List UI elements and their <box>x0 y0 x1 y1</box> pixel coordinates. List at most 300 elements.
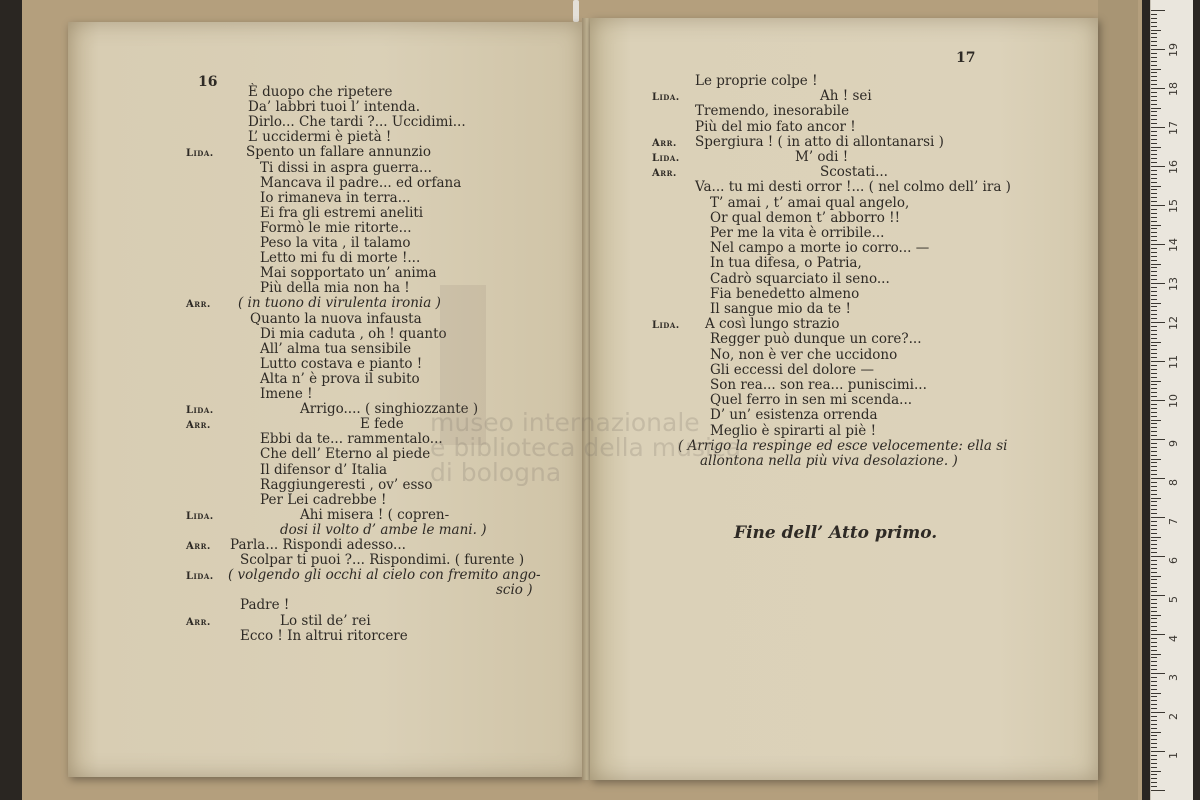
ruler-tick <box>1151 743 1157 744</box>
ruler-number: 12 <box>1167 316 1180 330</box>
ruler-tick <box>1151 771 1161 772</box>
ruler-tick <box>1151 295 1157 296</box>
ruler-tick <box>1151 174 1157 175</box>
ruler-tick <box>1151 271 1157 272</box>
ruler-tick <box>1151 790 1165 791</box>
verse-line: Formò le mie ritorte... <box>260 219 412 236</box>
ruler-tick <box>1151 10 1165 11</box>
ruler-tick <box>1151 377 1157 378</box>
verse-line: Il sangue mio da te ! <box>710 301 851 317</box>
verse-line: Scolpar ti puoi ?... Rispondimi. ( furente ) <box>240 552 525 569</box>
ruler-tick <box>1151 72 1157 73</box>
ruler-tick <box>1151 330 1157 331</box>
ruler-tick <box>1151 84 1157 85</box>
ruler-tick <box>1151 61 1157 62</box>
ruler-tick <box>1151 143 1157 144</box>
backing-board-edge <box>1098 0 1138 800</box>
ruler-tick <box>1151 392 1157 393</box>
ruler-tick <box>1151 182 1157 183</box>
ruler-tick <box>1151 26 1157 27</box>
ruler-tick <box>1151 256 1157 257</box>
ruler-tick <box>1151 22 1157 23</box>
ruler-tick <box>1151 642 1157 643</box>
ruler-tick <box>1151 451 1157 452</box>
ruler-tick <box>1151 111 1157 112</box>
ruler-tick <box>1151 201 1157 202</box>
ruler-tick <box>1151 669 1157 670</box>
speaker-label: Arr. <box>186 541 211 552</box>
ruler-number: 13 <box>1167 277 1180 291</box>
ruler-tick <box>1151 720 1157 721</box>
watermark-line: di bologna <box>430 458 562 487</box>
measurement-ruler <box>1150 0 1193 800</box>
ruler-tick <box>1151 384 1157 385</box>
verse-line: Padre ! <box>240 597 290 614</box>
ruler-tick <box>1151 560 1157 561</box>
ruler-tick <box>1151 33 1157 34</box>
verse-line: Gli eccessi del dolore — <box>710 361 874 378</box>
ruler-tick <box>1151 45 1157 46</box>
ruler-tick <box>1151 92 1157 93</box>
verse-line: Raggiungeresti , ov’ esso <box>260 476 433 493</box>
ruler-tick <box>1151 205 1165 206</box>
ruler-tick <box>1151 400 1165 401</box>
verse-line: Più del mio fato ancor ! <box>695 118 856 135</box>
ruler-tick <box>1151 260 1157 261</box>
ruler-tick <box>1151 712 1165 713</box>
ruler-tick <box>1151 361 1165 362</box>
ruler-tick <box>1151 131 1157 132</box>
ruler-tick <box>1151 342 1161 343</box>
verse-line: ( volgendo gli occhi al cielo con fremito ango- <box>228 567 541 584</box>
ruler-tick <box>1151 685 1157 686</box>
speaker-label: Lida. <box>186 405 214 417</box>
ruler-tick <box>1151 408 1157 409</box>
ruler-number: 16 <box>1167 160 1180 174</box>
ruler-tick <box>1151 135 1157 136</box>
ruler-tick <box>1151 381 1161 382</box>
ruler-tick <box>1151 14 1157 15</box>
page-number: 16 <box>198 74 218 90</box>
ruler-tick <box>1151 650 1157 651</box>
ruler-tick <box>1151 462 1157 463</box>
ruler-tick <box>1151 306 1157 307</box>
ruler-number: 11 <box>1167 355 1180 369</box>
ruler-tick <box>1151 638 1157 639</box>
page-number: 17 <box>956 50 976 66</box>
ruler-tick <box>1151 603 1157 604</box>
ruler-tick <box>1151 49 1165 50</box>
ruler-tick <box>1151 630 1157 631</box>
ruler-tick <box>1151 147 1161 148</box>
watermark-text <box>430 410 741 485</box>
ruler-tick <box>1151 661 1157 662</box>
ruler-tick <box>1151 314 1157 315</box>
ruler-tick <box>1151 447 1157 448</box>
ruler-number: 15 <box>1167 199 1180 213</box>
verse-line: allontona nella più viva desolazione. ) <box>700 453 958 469</box>
ruler-tick <box>1151 244 1165 245</box>
speaker-label: Lida. <box>652 92 680 104</box>
ruler-tick <box>1151 76 1157 77</box>
ruler-tick <box>1151 704 1157 705</box>
ruler-tick <box>1151 299 1157 300</box>
ruler-tick <box>1151 767 1157 768</box>
ruler-tick <box>1151 252 1157 253</box>
ruler-tick <box>1151 357 1157 358</box>
ruler-tick <box>1151 618 1157 619</box>
ruler-tick <box>1151 673 1165 674</box>
ruler-tick <box>1151 494 1157 495</box>
ruler-tick <box>1151 459 1161 460</box>
ruler-tick <box>1151 478 1165 479</box>
ruler-tick <box>1151 166 1165 167</box>
ruler-tick <box>1151 622 1157 623</box>
ruler-tick <box>1151 474 1157 475</box>
speaker-label: Arr. <box>186 420 211 432</box>
ruler-number: 1 <box>1167 752 1180 759</box>
end-of-act-heading: Fine dell’ Atto primo. <box>734 523 938 543</box>
ruler-tick <box>1151 466 1157 467</box>
ruler-tick <box>1151 716 1157 717</box>
verse-line: Ah ! sei <box>820 88 872 105</box>
ruler-tick <box>1151 517 1165 518</box>
ruler-tick <box>1151 708 1157 709</box>
ruler-tick <box>1151 318 1157 319</box>
ruler-tick <box>1151 369 1157 370</box>
verse-line: Ecco ! In altrui ritorcere <box>240 627 408 644</box>
ruler-tick <box>1151 334 1157 335</box>
verse-line: Meglio è spirarti al piè ! <box>710 422 876 439</box>
ruler-tick <box>1151 490 1157 491</box>
verse-line: Mancava il padre... ed orfana <box>260 174 462 191</box>
ruler-number: 8 <box>1167 479 1180 486</box>
ruler-tick <box>1151 443 1157 444</box>
ruler-tick <box>1151 139 1157 140</box>
ruler-tick <box>1151 115 1157 116</box>
ruler-tick <box>1151 763 1157 764</box>
ruler-tick <box>1151 412 1157 413</box>
verse-line: All’ alma tua sensibile <box>260 340 412 357</box>
ruler-tick <box>1151 287 1157 288</box>
verse-line: Le proprie colpe ! <box>695 73 818 89</box>
ruler-tick <box>1151 615 1161 616</box>
ruler-tick <box>1151 486 1157 487</box>
ruler-tick <box>1151 568 1157 569</box>
ruler-tick <box>1151 275 1157 276</box>
ruler-tick <box>1151 267 1157 268</box>
ruler-tick <box>1151 365 1157 366</box>
ruler-tick <box>1151 388 1157 389</box>
verse-line: Lo stil de’ rei <box>280 612 371 629</box>
ruler-tick <box>1151 689 1157 690</box>
ruler-tick <box>1151 626 1157 627</box>
speaker-label: Lida. <box>186 148 214 160</box>
ruler-tick <box>1151 564 1157 565</box>
ruler-tick <box>1151 665 1157 666</box>
ruler-tick <box>1151 677 1157 678</box>
verse-line: Mai sopportato un’ anima <box>260 265 437 282</box>
ruler-tick <box>1151 353 1157 354</box>
ruler-tick <box>1151 420 1161 421</box>
watermark-line: museo internazionale <box>430 408 700 437</box>
right-page <box>590 18 1098 780</box>
ruler-tick <box>1151 310 1157 311</box>
verse-line: Che dell’ Eterno al piede <box>260 446 431 463</box>
verse-line: T’ amai , t’ amai qual angelo, <box>710 194 910 211</box>
speaker-label: Arr. <box>652 168 677 180</box>
verse-line: dosi il volto d’ ambe le mani. ) <box>280 521 487 538</box>
verse-line: Io rimaneva in terra... <box>260 189 411 206</box>
ruler-tick <box>1151 646 1157 647</box>
verse-line: Peso la vita , il talamo <box>260 235 411 251</box>
ruler-tick <box>1151 248 1157 249</box>
verse-line: Nel campo a morte io corro... — <box>710 240 930 257</box>
ruler-tick <box>1151 217 1157 218</box>
verse-line: Scostati... <box>820 164 888 181</box>
verse-line: Imene ! <box>260 386 313 402</box>
ruler-tick <box>1151 681 1157 682</box>
ruler-tick <box>1151 123 1157 124</box>
ruler-tick <box>1151 236 1157 237</box>
ruler-tick <box>1151 537 1161 538</box>
ruler-tick <box>1151 470 1157 471</box>
ruler-tick <box>1151 654 1161 655</box>
ruler-tick <box>1151 607 1157 608</box>
ruler-tick <box>1151 576 1161 577</box>
ruler-tick <box>1151 544 1157 545</box>
verse-line: Tremendo, inesorabile <box>695 103 850 120</box>
ruler-tick <box>1151 591 1157 592</box>
ruler-number: 4 <box>1167 635 1180 642</box>
verse-line: Cadrò squarciato il seno... <box>710 270 890 287</box>
ruler-tick <box>1151 264 1161 265</box>
ruler-tick <box>1151 774 1157 775</box>
verse-line: Ei fra gli estremi aneliti <box>260 204 424 221</box>
verse-line: L’ uccidermi è pietà ! <box>248 129 392 146</box>
speaker-label: Arr. <box>186 299 211 311</box>
ruler-tick <box>1151 455 1157 456</box>
verse-line: Ti dissi in aspra guerra... <box>260 159 432 176</box>
verse-line: Per Lei cadrebbe ! <box>260 491 387 508</box>
ruler-tick <box>1151 322 1165 323</box>
ruler-tick <box>1151 482 1157 483</box>
verse-line: M’ odi ! <box>795 149 849 165</box>
verse-line: Per me la vita è orribile... <box>710 225 885 241</box>
verse-line: Più della mia non ha ! <box>260 280 410 297</box>
ruler-tick <box>1151 240 1157 241</box>
ruler-tick <box>1151 349 1157 350</box>
ruler-number: 14 <box>1167 238 1180 252</box>
ruler-tick <box>1151 396 1157 397</box>
verse-line: scio ) <box>496 582 533 599</box>
ruler-number: 18 <box>1167 82 1180 96</box>
ruler-tick <box>1151 735 1157 736</box>
ruler-tick <box>1151 283 1165 284</box>
ruler-tick <box>1151 786 1157 787</box>
ruler-tick <box>1151 513 1157 514</box>
ruler-tick <box>1151 728 1157 729</box>
ruler-tick <box>1151 587 1157 588</box>
ruler-number: 6 <box>1167 557 1180 564</box>
ruler-tick <box>1151 498 1161 499</box>
ruler-tick <box>1151 303 1161 304</box>
ruler-tick <box>1151 345 1157 346</box>
ruler-tick <box>1151 778 1157 779</box>
ruler-tick <box>1151 755 1157 756</box>
ruler-tick <box>1151 556 1165 557</box>
verse-line: Il difensor d’ Italia <box>260 461 388 478</box>
ruler-tick <box>1151 732 1161 733</box>
ruler-number: 2 <box>1167 713 1180 720</box>
ruler-tick <box>1151 431 1157 432</box>
speaker-label: Lida. <box>186 510 214 522</box>
verse-line: Lutto costava e pianto ! <box>260 355 423 372</box>
ruler-number: 3 <box>1167 674 1180 681</box>
ruler-tick <box>1151 65 1157 66</box>
verse-line: Letto mi fu di morte !... <box>260 250 421 267</box>
ruler-tick <box>1151 548 1157 549</box>
ruler-tick <box>1151 521 1157 522</box>
ruler-tick <box>1151 724 1157 725</box>
ruler-tick <box>1151 186 1161 187</box>
verse-line: ( in tuono di virulenta ironia ) <box>238 295 441 312</box>
verse-line: Spento un fallare annunzio <box>246 144 431 161</box>
verse-line: ( Arrigo la respinge ed esce velocemente: ella si <box>678 437 1008 454</box>
verse-line: Ebbi da te... rammentalo... <box>260 431 443 448</box>
speaker-label: Arr. <box>652 137 677 149</box>
ruler-tick <box>1151 700 1157 701</box>
ruler-tick <box>1151 225 1161 226</box>
verse-line: D’ un’ esistenza orrenda <box>710 407 878 424</box>
ruler-number: 10 <box>1167 394 1180 408</box>
ruler-tick <box>1151 423 1157 424</box>
verse-line: Or qual demon t’ abborro !! <box>710 209 900 226</box>
speaker-label: Lida. <box>652 153 680 164</box>
ruler-tick <box>1151 505 1157 506</box>
ruler-tick <box>1151 599 1157 600</box>
verse-line: Quanto la nuova infausta <box>250 310 422 327</box>
ruler-tick <box>1151 53 1157 54</box>
ruler-tick <box>1151 30 1161 31</box>
verse-line: No, non è ver che uccidono <box>710 346 898 363</box>
ruler-tick <box>1151 279 1157 280</box>
ruler-number: 17 <box>1167 121 1180 135</box>
ruler-tick <box>1151 759 1157 760</box>
ruler-tick <box>1151 696 1157 697</box>
ruler-number: 9 <box>1167 440 1180 447</box>
ruler-tick <box>1151 634 1165 635</box>
verse-line: Fia benedetto almeno <box>710 285 860 302</box>
verse-line: Di mia caduta , oh ! quanto <box>260 325 447 342</box>
ruler-tick <box>1151 193 1157 194</box>
verse-line: Quel ferro in sen mi scenda... <box>710 392 913 409</box>
speaker-label: Arr. <box>186 616 211 628</box>
ruler-tick <box>1151 104 1157 105</box>
ruler-tick <box>1151 154 1157 155</box>
verse-line: A così lungo strazio <box>705 316 840 333</box>
ruler-tick <box>1151 80 1157 81</box>
ruler-tick <box>1151 611 1157 612</box>
ruler-tick <box>1151 57 1157 58</box>
watermark-line: e biblioteca della musica <box>430 433 742 462</box>
ruler-tick <box>1151 221 1157 222</box>
ruler-tick <box>1151 228 1157 229</box>
speaker-label: Lida. <box>652 320 680 332</box>
verse-line: Alta n’ è prova il subito <box>260 370 420 387</box>
verse-line: Regger può dunque un core?... <box>710 331 922 348</box>
verse-line: Son rea... son rea... puniscimi... <box>710 377 927 393</box>
verse-line: Arrigo.... ( singhiozzante ) <box>300 401 479 418</box>
ruler-tick <box>1151 213 1157 214</box>
ruler-tick <box>1151 373 1157 374</box>
verse-line: Va... tu mi desti orror !... ( nel colmo dell’ ira ) <box>695 179 1011 196</box>
ruler-tick <box>1151 326 1157 327</box>
verse-line: Spergiura ! ( in atto di allontanarsi ) <box>695 133 944 150</box>
ruler-tick <box>1151 197 1157 198</box>
ruler-tick <box>1151 540 1157 541</box>
ruler-tick <box>1151 189 1157 190</box>
ruler-tick <box>1151 100 1157 101</box>
ruler-tick <box>1151 108 1161 109</box>
ruler-tick <box>1151 404 1157 405</box>
ruler-tick <box>1151 338 1157 339</box>
ruler-tick <box>1151 69 1161 70</box>
ruler-tick <box>1151 583 1157 584</box>
ruler-tick <box>1151 427 1157 428</box>
verse-line: Parla... Rispondi adesso... <box>230 537 406 553</box>
verse-line: In tua difesa, o Patria, <box>710 255 862 272</box>
binding-thread <box>573 0 579 22</box>
ruler-tick <box>1151 127 1165 128</box>
verse-line: E fede <box>360 416 404 433</box>
ruler-tick <box>1151 291 1157 292</box>
ruler-tick <box>1151 88 1165 89</box>
ruler-tick <box>1151 96 1157 97</box>
ruler-tick <box>1151 119 1157 120</box>
ruler-tick <box>1151 739 1157 740</box>
ruler-tick <box>1151 162 1157 163</box>
ruler-tick <box>1151 170 1157 171</box>
ruler-tick <box>1151 439 1165 440</box>
ruler-tick <box>1151 747 1157 748</box>
ruler-tick <box>1151 657 1157 658</box>
ruler-tick <box>1151 232 1157 233</box>
ruler-tick <box>1151 150 1157 151</box>
verse-line: È duopo che ripetere <box>248 84 393 100</box>
ruler-tick <box>1151 533 1157 534</box>
verse-line: Ahi misera ! ( copren- <box>300 506 450 523</box>
ruler-number: 19 <box>1167 43 1180 57</box>
ruler-tick <box>1151 501 1157 502</box>
ruler-tick <box>1151 572 1157 573</box>
ruler-number: 7 <box>1167 518 1180 525</box>
ruler-tick <box>1151 595 1165 596</box>
ruler-tick <box>1151 209 1157 210</box>
verse-line: Da’ labbri tuoi l’ intenda. <box>248 99 421 116</box>
ruler-tick <box>1151 435 1157 436</box>
ruler-number: 5 <box>1167 596 1180 603</box>
ruler-tick <box>1151 416 1157 417</box>
ruler-tick <box>1151 509 1157 510</box>
ruler-tick <box>1151 693 1161 694</box>
ruler-tick <box>1151 37 1157 38</box>
ruler-tick <box>1151 579 1157 580</box>
ruler-tick <box>1151 158 1157 159</box>
ruler-tick <box>1151 41 1157 42</box>
speaker-label: Lida. <box>186 571 214 583</box>
ruler-tick <box>1151 525 1157 526</box>
